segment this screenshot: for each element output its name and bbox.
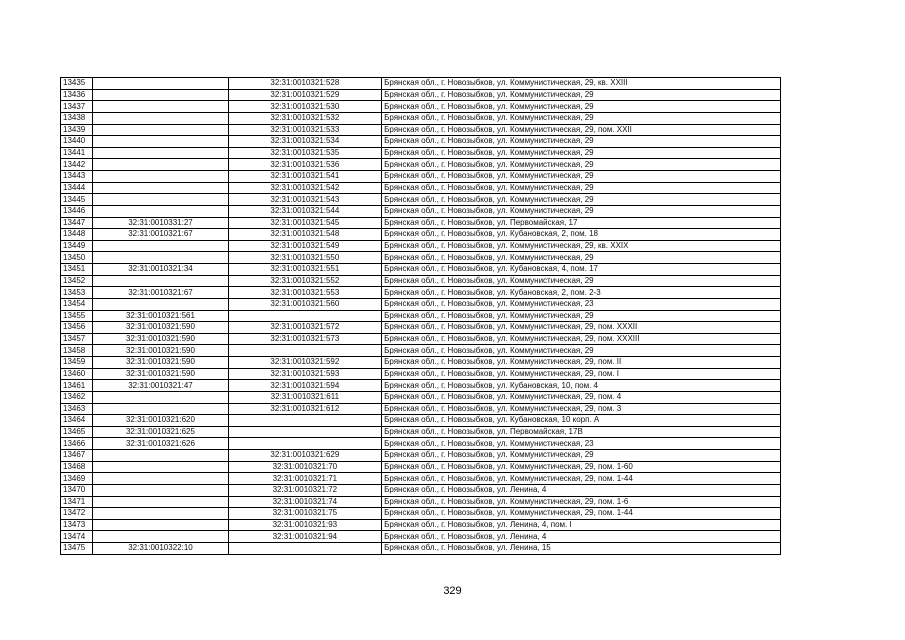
- row-number-cell: 13442: [61, 159, 93, 171]
- cadastral-number-cell: 32:31:0010321:548: [228, 229, 381, 241]
- cadastral-number-cell: 32:31:0010321:549: [228, 240, 381, 252]
- address-cell: Брянская обл., г. Новозыбков, ул. Коммунистическая, 29, кв. XXIII: [382, 78, 781, 90]
- cadastral-number-cell: [228, 438, 381, 450]
- row-number-cell: 13456: [61, 322, 93, 334]
- table-row: [61, 182, 781, 194]
- row-number-cell: 13449: [61, 240, 93, 252]
- table-row: [61, 496, 781, 508]
- row-number-cell: 13463: [61, 403, 93, 415]
- row-number-cell: 13475: [61, 543, 93, 555]
- parent-cadastral-number-cell: 32:31:0010321:590: [93, 322, 228, 334]
- table-row: [61, 194, 781, 206]
- table-row: [61, 264, 781, 276]
- address-cell: Брянская обл., г. Новозыбков, ул. Коммунистическая, 29: [382, 101, 781, 113]
- table-row: [61, 171, 781, 183]
- cadastral-number-cell: 32:31:0010321:72: [228, 484, 381, 496]
- cadastral-number-cell: 32:31:0010321:75: [228, 508, 381, 520]
- row-number-cell: 13435: [61, 78, 93, 90]
- cadastral-number-cell: 32:31:0010321:593: [228, 368, 381, 380]
- table-row: [61, 345, 781, 357]
- cadastral-number-cell: 32:31:0010321:592: [228, 357, 381, 369]
- cadastral-number-cell: 32:31:0010321:629: [228, 450, 381, 462]
- parent-cadastral-number-cell: [93, 124, 228, 136]
- address-cell: Брянская обл., г. Новозыбков, ул. Коммунистическая, 23: [382, 298, 781, 310]
- cadastral-number-cell: 32:31:0010321:532: [228, 112, 381, 124]
- address-cell: Брянская обл., г. Новозыбков, ул. Коммунистическая, 29, пом. II: [382, 357, 781, 369]
- table-row: [61, 473, 781, 485]
- table-row: [61, 159, 781, 171]
- parent-cadastral-number-cell: [93, 519, 228, 531]
- table-row: [61, 287, 781, 299]
- cadastral-number-cell: 32:31:0010321:560: [228, 298, 381, 310]
- cadastral-number-cell: 32:31:0010321:541: [228, 171, 381, 183]
- table-row: [61, 136, 781, 148]
- row-number-cell: 13438: [61, 112, 93, 124]
- address-cell: Брянская обл., г. Новозыбков, ул. Коммунистическая, 23: [382, 438, 781, 450]
- parent-cadastral-number-cell: [93, 298, 228, 310]
- table-row: [61, 298, 781, 310]
- table-row: [61, 322, 781, 334]
- table-row: [61, 380, 781, 392]
- parent-cadastral-number-cell: [93, 252, 228, 264]
- address-cell: Брянская обл., г. Новозыбков, ул. Коммунистическая, 29, пом. 1-44: [382, 508, 781, 520]
- cadastral-number-cell: 32:31:0010321:543: [228, 194, 381, 206]
- row-number-cell: 13446: [61, 205, 93, 217]
- address-cell: Брянская обл., г. Новозыбков, ул. Коммунистическая, 29: [382, 147, 781, 159]
- table-row: [61, 252, 781, 264]
- address-cell: Брянская обл., г. Новозыбков, ул. Коммунистическая, 29: [382, 112, 781, 124]
- cadastral-number-cell: 32:31:0010321:535: [228, 147, 381, 159]
- table-row: [61, 391, 781, 403]
- row-number-cell: 13436: [61, 89, 93, 101]
- parent-cadastral-number-cell: 32:31:0010321:561: [93, 310, 228, 322]
- address-cell: Брянская обл., г. Новозыбков, ул. Кубановская, 2, пом. 18: [382, 229, 781, 241]
- parent-cadastral-number-cell: [93, 89, 228, 101]
- address-cell: Брянская обл., г. Новозыбков, ул. Коммунистическая, 29: [382, 252, 781, 264]
- parent-cadastral-number-cell: [93, 473, 228, 485]
- parent-cadastral-number-cell: [93, 101, 228, 113]
- row-number-cell: 13451: [61, 264, 93, 276]
- cadastral-number-cell: [228, 426, 381, 438]
- table-row: [61, 531, 781, 543]
- table-row: [61, 519, 781, 531]
- parent-cadastral-number-cell: [93, 78, 228, 90]
- cadastral-number-cell: 32:31:0010321:612: [228, 403, 381, 415]
- row-number-cell: 13443: [61, 171, 93, 183]
- cadastral-number-cell: 32:31:0010321:552: [228, 275, 381, 287]
- cadastral-number-cell: 32:31:0010321:528: [228, 78, 381, 90]
- table-row: [61, 229, 781, 241]
- table-row: [61, 217, 781, 229]
- table-row: [61, 124, 781, 136]
- table-row: [61, 415, 781, 427]
- row-number-cell: 13454: [61, 298, 93, 310]
- address-cell: Брянская обл., г. Новозыбков, ул. Коммунистическая, 29: [382, 171, 781, 183]
- row-number-cell: 13453: [61, 287, 93, 299]
- table-row: [61, 543, 781, 555]
- parent-cadastral-number-cell: 32:31:0010321:590: [93, 345, 228, 357]
- address-cell: Брянская обл., г. Новозыбков, ул. Первомайская, 17В: [382, 426, 781, 438]
- row-number-cell: 13467: [61, 450, 93, 462]
- cadastral-number-cell: 32:31:0010321:542: [228, 182, 381, 194]
- address-cell: Брянская обл., г. Новозыбков, ул. Коммунистическая, 29: [382, 182, 781, 194]
- table-row: [61, 357, 781, 369]
- parent-cadastral-number-cell: 32:31:0010322:10: [93, 543, 228, 555]
- table-row: [61, 450, 781, 462]
- address-cell: Брянская обл., г. Новозыбков, ул. Ленина, 15: [382, 543, 781, 555]
- row-number-cell: 13466: [61, 438, 93, 450]
- cadastral-number-cell: [228, 310, 381, 322]
- address-cell: Брянская обл., г. Новозыбков, ул. Коммунистическая, 29, пом. 1-6: [382, 496, 781, 508]
- address-cell: Брянская обл., г. Новозыбков, ул. Коммунистическая, 29, пом. 4: [382, 391, 781, 403]
- row-number-cell: 13460: [61, 368, 93, 380]
- parent-cadastral-number-cell: [93, 205, 228, 217]
- parent-cadastral-number-cell: 32:31:0010321:590: [93, 357, 228, 369]
- parent-cadastral-number-cell: [93, 136, 228, 148]
- row-number-cell: 13445: [61, 194, 93, 206]
- address-cell: Брянская обл., г. Новозыбков, ул. Коммунистическая, 29: [382, 159, 781, 171]
- parent-cadastral-number-cell: 32:31:0010321:626: [93, 438, 228, 450]
- address-cell: Брянская обл., г. Новозыбков, ул. Кубановская, 2, пом. 2-3: [382, 287, 781, 299]
- address-cell: Брянская обл., г. Новозыбков, ул. Кубановская, 10 корп. А: [382, 415, 781, 427]
- row-number-cell: 13469: [61, 473, 93, 485]
- parent-cadastral-number-cell: 32:31:0010321:67: [93, 229, 228, 241]
- cadastral-number-cell: 32:31:0010321:545: [228, 217, 381, 229]
- cadastral-number-cell: 32:31:0010321:70: [228, 461, 381, 473]
- table-row: [61, 484, 781, 496]
- table-row: [61, 112, 781, 124]
- address-cell: Брянская обл., г. Новозыбков, ул. Первомайская, 17: [382, 217, 781, 229]
- cadastral-number-cell: 32:31:0010321:573: [228, 333, 381, 345]
- cadastral-number-cell: [228, 345, 381, 357]
- table-row: [61, 89, 781, 101]
- cadastral-number-cell: 32:31:0010321:93: [228, 519, 381, 531]
- address-cell: Брянская обл., г. Новозыбков, ул. Коммунистическая, 29, пом. I: [382, 368, 781, 380]
- cadastral-number-cell: [228, 415, 381, 427]
- row-number-cell: 13452: [61, 275, 93, 287]
- address-cell: Брянская обл., г. Новозыбков, ул. Коммунистическая, 29: [382, 450, 781, 462]
- parent-cadastral-number-cell: 32:31:0010321:67: [93, 287, 228, 299]
- cadastral-number-cell: 32:31:0010321:536: [228, 159, 381, 171]
- row-number-cell: 13447: [61, 217, 93, 229]
- address-cell: Брянская обл., г. Новозыбков, ул. Коммунистическая, 29: [382, 310, 781, 322]
- row-number-cell: 13444: [61, 182, 93, 194]
- row-number-cell: 13468: [61, 461, 93, 473]
- row-number-cell: 13441: [61, 147, 93, 159]
- parent-cadastral-number-cell: [93, 112, 228, 124]
- table-row: [61, 508, 781, 520]
- address-cell: Брянская обл., г. Новозыбков, ул. Кубановская, 10, пом. 4: [382, 380, 781, 392]
- parent-cadastral-number-cell: 32:31:0010321:590: [93, 333, 228, 345]
- address-cell: Брянская обл., г. Новозыбков, ул. Коммунистическая, 29: [382, 89, 781, 101]
- address-cell: Брянская обл., г. Новозыбков, ул. Коммунистическая, 29: [382, 275, 781, 287]
- row-number-cell: 13464: [61, 415, 93, 427]
- table-row: [61, 461, 781, 473]
- parent-cadastral-number-cell: [93, 496, 228, 508]
- table-row: [61, 78, 781, 90]
- cadastral-number-cell: 32:31:0010321:534: [228, 136, 381, 148]
- parent-cadastral-number-cell: [93, 484, 228, 496]
- parent-cadastral-number-cell: [93, 391, 228, 403]
- table-row: [61, 368, 781, 380]
- table-row: [61, 275, 781, 287]
- row-number-cell: 13450: [61, 252, 93, 264]
- row-number-cell: 13439: [61, 124, 93, 136]
- address-cell: Брянская обл., г. Новозыбков, ул. Коммунистическая, 29, кв. XXIX: [382, 240, 781, 252]
- parent-cadastral-number-cell: [93, 194, 228, 206]
- cadastral-number-cell: 32:31:0010321:533: [228, 124, 381, 136]
- table-row: [61, 101, 781, 113]
- row-number-cell: 13462: [61, 391, 93, 403]
- row-number-cell: 13448: [61, 229, 93, 241]
- address-cell: Брянская обл., г. Новозыбков, ул. Коммунистическая, 29, пом. 3: [382, 403, 781, 415]
- row-number-cell: 13458: [61, 345, 93, 357]
- address-cell: Брянская обл., г. Новозыбков, ул. Ленина, 4: [382, 531, 781, 543]
- address-cell: Брянская обл., г. Новозыбков, ул. Коммунистическая, 29: [382, 136, 781, 148]
- parent-cadastral-number-cell: [93, 461, 228, 473]
- parent-cadastral-number-cell: [93, 240, 228, 252]
- row-number-cell: 13470: [61, 484, 93, 496]
- parent-cadastral-number-cell: [93, 531, 228, 543]
- table-row: [61, 333, 781, 345]
- parent-cadastral-number-cell: [93, 159, 228, 171]
- row-number-cell: 13455: [61, 310, 93, 322]
- cadastral-number-cell: 32:31:0010321:529: [228, 89, 381, 101]
- parent-cadastral-number-cell: [93, 450, 228, 462]
- table-row: [61, 403, 781, 415]
- cadastral-number-cell: 32:31:0010321:572: [228, 322, 381, 334]
- cadastral-table-body: [61, 78, 781, 555]
- row-number-cell: 13474: [61, 531, 93, 543]
- address-cell: Брянская обл., г. Новозыбков, ул. Коммунистическая, 29: [382, 194, 781, 206]
- parent-cadastral-number-cell: 32:31:0010321:625: [93, 426, 228, 438]
- table-row: [61, 310, 781, 322]
- address-cell: Брянская обл., г. Новозыбков, ул. Коммунистическая, 29, пом. 1-60: [382, 461, 781, 473]
- row-number-cell: 13437: [61, 101, 93, 113]
- cadastral-number-cell: 32:31:0010321:553: [228, 287, 381, 299]
- row-number-cell: 13461: [61, 380, 93, 392]
- address-cell: Брянская обл., г. Новозыбков, ул. Коммунистическая, 29, пом. XXXIII: [382, 333, 781, 345]
- cadastral-number-cell: 32:31:0010321:94: [228, 531, 381, 543]
- table-row: [61, 438, 781, 450]
- parent-cadastral-number-cell: 32:31:0010321:47: [93, 380, 228, 392]
- parent-cadastral-number-cell: [93, 182, 228, 194]
- cadastral-number-cell: 32:31:0010321:71: [228, 473, 381, 485]
- table-row: [61, 205, 781, 217]
- table-row: [61, 426, 781, 438]
- row-number-cell: 13472: [61, 508, 93, 520]
- address-cell: Брянская обл., г. Новозыбков, ул. Ленина, 4: [382, 484, 781, 496]
- parent-cadastral-number-cell: 32:31:0010331:27: [93, 217, 228, 229]
- cadastral-number-cell: 32:31:0010321:550: [228, 252, 381, 264]
- parent-cadastral-number-cell: [93, 171, 228, 183]
- row-number-cell: 13459: [61, 357, 93, 369]
- address-cell: Брянская обл., г. Новозыбков, ул. Коммунистическая, 29: [382, 345, 781, 357]
- row-number-cell: 13471: [61, 496, 93, 508]
- cadastral-number-cell: 32:31:0010321:611: [228, 391, 381, 403]
- address-cell: Брянская обл., г. Новозыбков, ул. Коммунистическая, 29, пом. XXXII: [382, 322, 781, 334]
- address-cell: Брянская обл., г. Новозыбков, ул. Коммунистическая, 29: [382, 205, 781, 217]
- cadastral-number-cell: 32:31:0010321:74: [228, 496, 381, 508]
- address-cell: Брянская обл., г. Новозыбков, ул. Коммунистическая, 29, пом. XXII: [382, 124, 781, 136]
- cadastral-number-cell: [228, 543, 381, 555]
- parent-cadastral-number-cell: [93, 508, 228, 520]
- address-cell: Брянская обл., г. Новозыбков, ул. Кубановская, 4, пом. 17: [382, 264, 781, 276]
- parent-cadastral-number-cell: [93, 275, 228, 287]
- parent-cadastral-number-cell: [93, 403, 228, 415]
- parent-cadastral-number-cell: 32:31:0010321:34: [93, 264, 228, 276]
- cadastral-table: [60, 77, 781, 555]
- parent-cadastral-number-cell: [93, 147, 228, 159]
- row-number-cell: 13473: [61, 519, 93, 531]
- address-cell: Брянская обл., г. Новозыбков, ул. Ленина, 4, пом. I: [382, 519, 781, 531]
- page-number: 329: [443, 585, 462, 597]
- cadastral-number-cell: 32:31:0010321:551: [228, 264, 381, 276]
- row-number-cell: 13457: [61, 333, 93, 345]
- cadastral-number-cell: 32:31:0010321:544: [228, 205, 381, 217]
- cadastral-number-cell: 32:31:0010321:530: [228, 101, 381, 113]
- address-cell: Брянская обл., г. Новозыбков, ул. Коммунистическая, 29, пом. 1-44: [382, 473, 781, 485]
- row-number-cell: 13440: [61, 136, 93, 148]
- table-row: [61, 147, 781, 159]
- table-row: [61, 240, 781, 252]
- cadastral-number-cell: 32:31:0010321:594: [228, 380, 381, 392]
- row-number-cell: 13465: [61, 426, 93, 438]
- parent-cadastral-number-cell: 32:31:0010321:590: [93, 368, 228, 380]
- parent-cadastral-number-cell: 32:31:0010321:620: [93, 415, 228, 427]
